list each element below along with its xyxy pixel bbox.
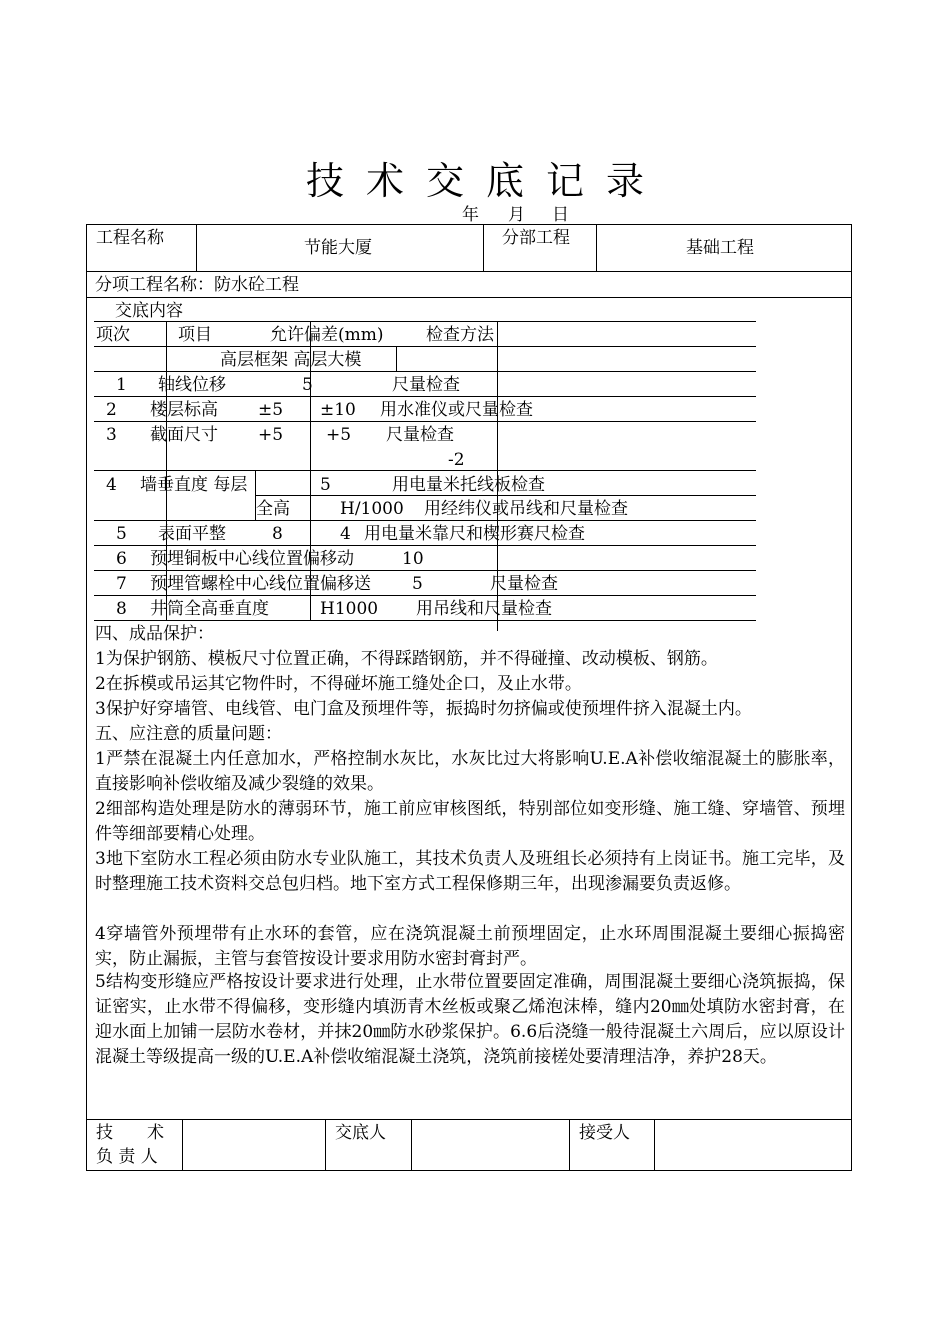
discloser-label: 交底人 [335,1123,386,1143]
row-item: 楼层标高 [150,400,218,420]
col-header-item: 项目 [178,325,212,345]
row-method: 尺量检查 [386,425,454,445]
row-sub-value: H/1000 [340,499,404,519]
table-rule [94,520,756,521]
table-rule [94,595,756,596]
division-value: 基础工程 [686,238,754,258]
tech-lead-label: 技 术 [96,1123,164,1143]
row-value: +5 [326,425,352,445]
paragraph: 3保护好穿墙管、电线管、电门盒及预埋件等，振捣时勿挤偏或使预埋件挤入混凝土内。 [95,699,752,719]
row-sub-method: 用经纬仪或吊线和尺量检查 [424,499,628,519]
subitem-name: 分项工程名称：防水砼工程 [95,275,299,295]
row-no: 7 [116,574,127,594]
row-method: 用电量米托线板检查 [392,475,545,495]
paragraph: 2在拆模或吊运其它物件时，不得碰坏施工缝处企口，及止水带。 [95,674,582,694]
row-no: 6 [116,549,127,569]
col-header-method: 检查方法 [426,325,494,345]
row-item: 预埋管螺栓中心线位置偏移送 [150,574,371,594]
table-rule [94,346,756,347]
col-header-tolerance: 允许偏差(mm) [270,325,384,345]
row-no: 8 [116,599,127,619]
divider [483,224,484,271]
table-rule [94,321,756,322]
row-value: 5 [412,574,423,594]
section-heading: 四、成品保护： [95,624,214,644]
divider [86,297,852,298]
divider [569,1119,570,1170]
table-rule [94,371,756,372]
tech-lead-label-2: 负 责 人 [96,1147,158,1167]
date-day: 日 [552,205,569,225]
row-no: 3 [106,425,117,445]
col-header-no: 项次 [96,325,130,345]
page-title: 技术交底记录 [305,159,666,203]
row-method: 用电量米靠尺和楔形赛尺检查 [364,524,585,544]
row-value: 5 [302,375,313,395]
tech-lead-signature-field[interactable] [183,1120,324,1169]
receiver-label: 接受人 [579,1123,630,1143]
row-no: 2 [106,400,117,420]
table-rule [94,470,756,471]
project-name-label: 工程名称 [96,228,164,248]
content-label: 交底内容 [115,301,183,321]
row-sub-item: 全高 [256,499,290,519]
row-item: 井筒全高垂直度 [150,599,269,619]
row-method: 用水准仪或尺量检查 [380,400,533,420]
divider [196,224,197,271]
divider [325,1119,326,1170]
row-value: 10 [402,549,424,569]
divider [596,224,597,271]
paragraph: 1严禁在混凝土内任意加水，严格控制水灰比，水灰比过大将影响U.E.A补偿收缩混凝土的膨胀率，直接影响补偿收缩及减少裂缝的效果。 [95,749,845,794]
row-method: 尺量检查 [392,375,460,395]
row-no: 4 [106,475,117,495]
table-rule [94,396,756,397]
row-no: 5 [116,524,127,544]
subheader: 高层框架 高层大模 [220,350,362,370]
table-rule [94,620,756,621]
row-value: +5 [258,425,284,445]
row-item: 表面平整 [158,524,226,544]
discloser-signature-field[interactable] [412,1120,568,1169]
divider [86,271,852,272]
paragraph: 4穿墙管外预埋带有止水环的套管，应在浇筑混凝土前预埋固定，止水环周围混凝土要细心振捣密实，防止漏振，主管与套管按设计要求用防水密封膏封严。 [95,924,845,969]
project-name-value: 节能大厦 [304,238,372,258]
paragraph: 2细部构造处理是防水的薄弱环节，施工前应审核图纸，特别部位如变形缝、施工缝、穿墙管、预埋件等细部要精心处理。 [95,799,845,844]
paragraph: 5结构变形缝应严格按设计要求进行处理，止水带位置要固定准确，周围混凝土要细心浇筑振捣，保证密实，止水带不得偏移，变形缝内填沥青木丝板或聚乙烯泡沫棒，缝内20㎜处填防水密封膏，在迎水面上加铺一层防水卷材，并抹20㎜防水砂浆保护。6.6后浇缝一般待混凝土六周后，应以原设计混凝土等级提高一级的U.E.A补偿收缩混凝土浇筑，浇筑前接槎处要清理洁净，养护28天。 [95,972,845,1067]
section-heading: 五、应注意的质量问题： [95,724,282,744]
row-value: -2 [448,450,465,470]
paragraph: 1为保护钢筋、模板尺寸位置正确，不得踩踏钢筋，并不得碰撞、改动模板、钢筋。 [95,649,718,669]
paragraph: 3地下室防水工程必须由防水专业队施工，其技术负责人及班组长必须持有上岗证书。施工完毕，及时整理施工技术资料交总包归档。地下室方式工程保修期三年，出现渗漏要负责返修。 [95,849,845,894]
row-value: ±5 [258,400,284,420]
date-year: 年 [462,205,479,225]
row-item: 墙垂直度 每层 [140,475,248,495]
row-value: ±10 [320,400,356,420]
date-month: 月 [508,205,525,225]
row-item: 轴线位移 [158,375,226,395]
table-rule [396,346,397,371]
table-rule [94,570,756,571]
row-value: 5 [320,475,331,495]
division-label: 分部工程 [502,228,570,248]
row-item: 预埋铜板中心线位置偏移动 [150,549,354,569]
table-rule [94,545,756,546]
row-value: 8 [272,524,283,544]
row-no: 1 [116,375,127,395]
row-value: 4 [340,524,351,544]
receiver-signature-field[interactable] [655,1120,849,1169]
row-method: 用吊线和尺量检查 [416,599,552,619]
table-rule [94,421,756,422]
row-item: 截面尺寸 [150,425,218,445]
row-value: H1000 [320,599,379,619]
row-method: 尺量检查 [490,574,558,594]
